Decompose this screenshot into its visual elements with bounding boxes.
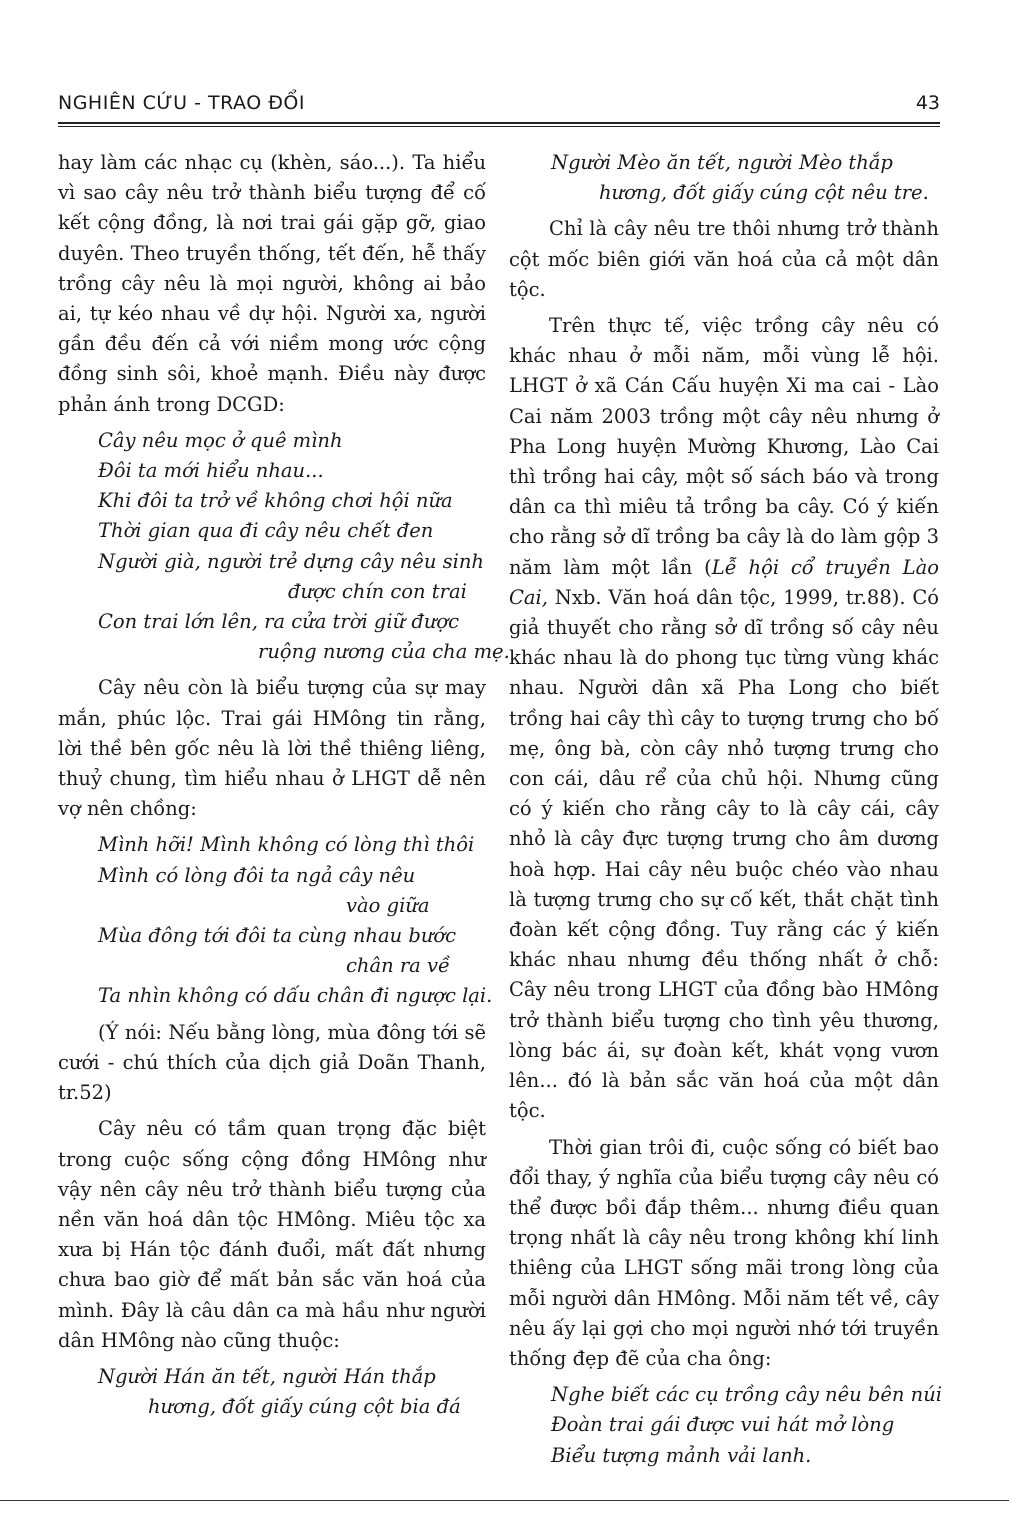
poem-line: được chín con trai [288, 579, 467, 603]
paragraph-text: Trên thực tế, việc trồng cây nêu có khác nhau ở mỗi năm, mỗi vùng lễ hội. LHGT ở xã Cán Cấu huyện Xi ma cai - Lào Cai năm 2003 trồng một cây nêu nhưng ở Pha Long huyện Mường Khương, Lào Cai thì trồng hai cây, một số sách báo và trong dân ca thì miêu tả trồng ba cây. Có ý kiến cho rằng sở dĩ trồng ba cây là do làm gộp 3 năm làm một lần ( [509, 314, 939, 579]
paragraph-text: Nxb. Văn hoá dân tộc, 1999, tr.88). Có giả thuyết cho rằng sở dĩ trồng số cây nêu khác nhau là do phong tục từng vùng khác nhau. Người dân xã Pha Long cho biết trồng hai cây thì cây to tượng trưng cho bố mẹ, ông bà, còn cây nhỏ tượng trưng cho con cái, dâu rể của chủ hội. Nhưng cũng có ý kiến cho rằng cây to là cây cái, cây nhỏ là cây đực tượng trưng cho âm dương hoà hợp. Hai cây nêu buộc chéo vào nhau là tượng trưng cho sự cố kết, thắt chặt tình đoàn kết cộng đồng. Tuy rằng các ý kiến khác nhau nhưng đều thống nhất ở chỗ: Cây nêu trong LHGT của đồng bào HMông trở thành biểu tượng cho tình yêu thương, lòng bác ái, sự đoàn kết, khát vọng vươn lên... đó là bản sắc văn hoá của một dân tộc. [509, 585, 939, 1123]
poem-line: Mùa đông tới đôi ta cùng nhau bước [98, 924, 457, 948]
right-poem-1 [509, 148, 939, 208]
right-poem-2 [509, 1380, 943, 1471]
poem-line: Cây nêu mọc ở quê mình [98, 428, 343, 452]
left-poem-2 [58, 830, 493, 1011]
left-paragraph-1: hay làm các nhạc cụ (khèn, sáo...). Ta hiểu vì sao cây nêu trở thành biểu tượng để cố kết cộng đồng, là nơi trai gái gặp gỡ, giao duyên. Theo truyền thống, tết đến, hễ thấy trồng cây nêu là mọi người, không ai bảo ai, tự kéo nhau về dự hội. Người xa, người gần đều đến cả với niềm mong ước cộng đồng sinh sôi, khoẻ mạnh. Điều này được phản ánh trong DCGD: [58, 151, 486, 416]
header-rule-thick [58, 122, 940, 124]
poem-line: Người già, người trẻ dựng cây nêu sinh [98, 549, 484, 573]
poem-line: Mình hỡi! Mình không có lòng thì thôi [98, 833, 475, 857]
right-paragraph-3: Thời gian trôi đi, cuộc sống có biết bao đổi thay, ý nghĩa của biểu tượng cây nêu có thể được bồi đắp thêm... nhưng điều quan trọng nhất là cây nêu trong không khí linh thiêng của LHGT sống mãi trong lòng của mỗi người dân HMông. Mỗi năm tết về, cây nêu ấy lại gợi cho mọi người nhớ tới truyền thống đẹp đẽ của cha ông: [509, 1135, 939, 1370]
left-paragraph-3: (Ý nói: Nếu bằng lòng, mùa đông tới sẽ cưới - chú thích của dịch giả Doãn Thanh, tr.52) [58, 1020, 486, 1105]
poem-line: Nghe biết các cụ trồng cây nêu bên núi [551, 1383, 943, 1407]
left-paragraph-4: Cây nêu có tầm quan trọng đặc biệt trong cuộc sống cộng đồng HMông như vậy nên cây nêu trở thành biểu tượng của nền văn hoá dân tộc HMông. Miêu tộc xa xưa bị Hán tộc đánh đuổi, mất đất nhưng chưa bao giờ để mất bản sắc văn hoá của mình. Đây là câu dân ca mà hầu như người dân HMông nào cũng thuộc: [58, 1117, 486, 1352]
poem-line: chân ra về [346, 954, 451, 978]
poem-line: Đoàn trai gái được vui hát mở lòng [551, 1413, 895, 1437]
poem-line: Người Hán ăn tết, người Hán thắp [98, 1364, 436, 1388]
right-paragraph-1: Chỉ là cây nêu tre thôi nhưng trở thành cột mốc biên giới văn hoá của cả một dân tộc. [509, 217, 939, 301]
left-poem-1 [58, 426, 510, 668]
header-rule-thin [58, 126, 940, 127]
poem-line: Khi đôi ta trở về không chơi hội nữa [98, 489, 453, 513]
left-poem-3 [58, 1362, 486, 1422]
poem-line: Đôi ta mới hiểu nhau... [98, 459, 324, 483]
poem-line: hương, đốt giấy cúng cột bia đá [148, 1395, 461, 1419]
page-number: 43 [915, 92, 940, 114]
poem-line: Thời gian qua đi cây nêu chết đen [98, 519, 434, 543]
poem-line: Con trai lớn lên, ra cửa trời giữ được [98, 610, 460, 634]
section-title: NGHIÊN CỨU - TRAO ĐỔI [58, 92, 305, 114]
book-title: Lễ hội cổ truyền Lào Cai, [509, 555, 939, 609]
left-column [58, 148, 510, 1422]
left-paragraph-2: Cây nêu còn là biểu tượng của sự may mắn, phúc lộc. Trai gái HMông tin rằng, lời thề bên gốc nêu là lời thề thiêng liêng, thuỷ chung, tìm hiểu nhau ở LHGT dễ nên vợ nên chồng: [58, 676, 486, 821]
right-paragraph-2 [509, 311, 939, 1126]
poem-line: Người Mèo ăn tết, người Mèo thắp [551, 151, 893, 174]
poem-line: Biểu tượng mảnh vải lanh. [551, 1443, 812, 1467]
poem-line: vào giữa [346, 893, 430, 917]
poem-line: hương, đốt giấy cúng cột nêu tre. [599, 181, 929, 205]
poem-line: Ta nhìn không có dấu chân đi ngược lại. [98, 984, 493, 1008]
page-bottom-rule [0, 1500, 1009, 1501]
poem-line: Mình có lòng đôi ta ngả cây nêu [98, 863, 416, 887]
right-column [509, 148, 943, 1471]
running-header [58, 92, 940, 122]
poem-line: ruộng nương của cha mẹ. [258, 640, 510, 664]
